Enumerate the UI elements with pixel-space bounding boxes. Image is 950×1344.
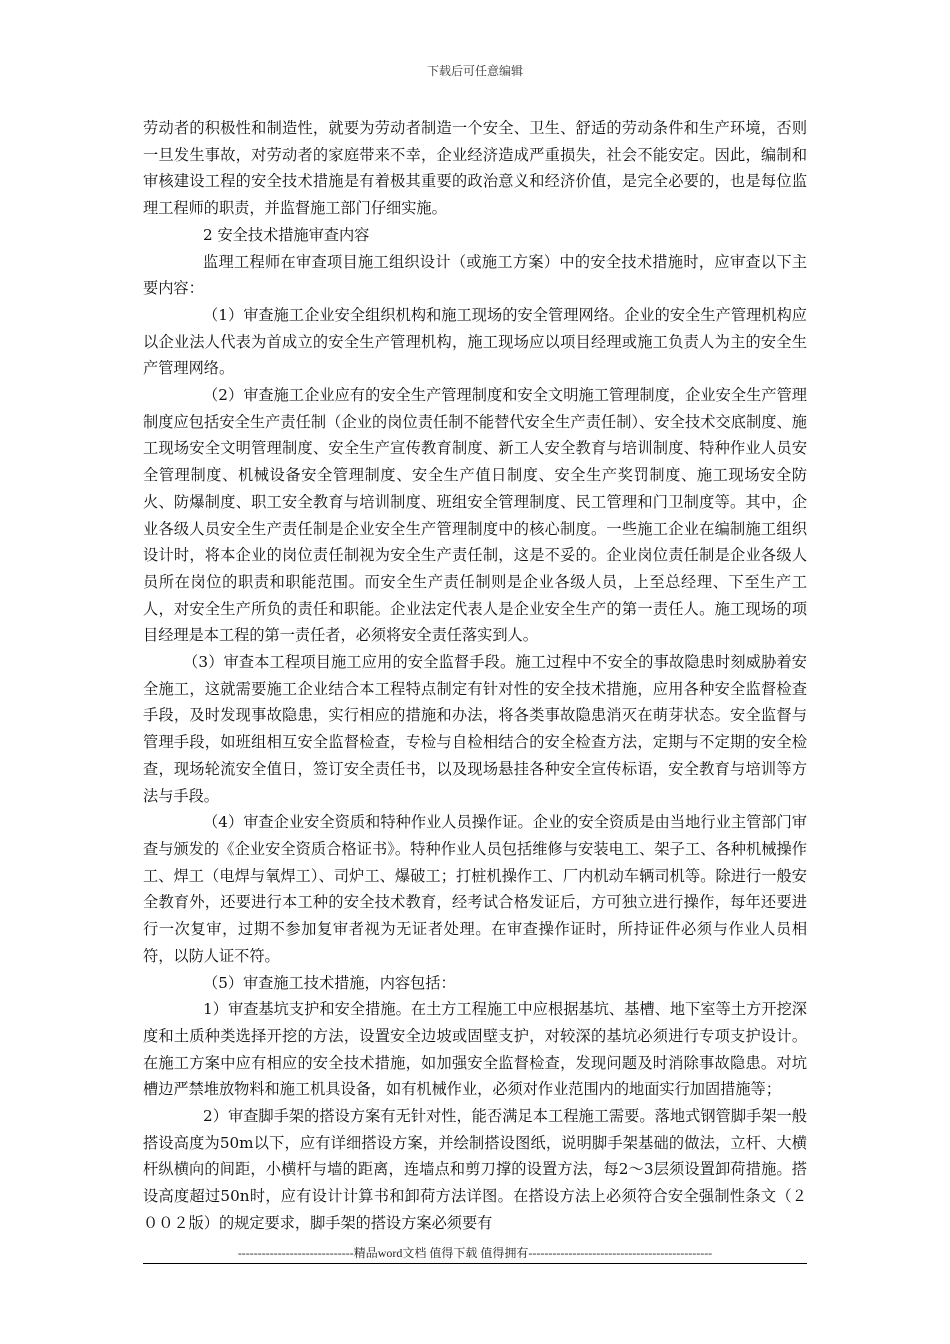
- paragraph-item-5: （5）审查施工技术措施，内容包括：: [203, 973, 456, 992]
- paragraph-sub-item-1: 1）审查基坑支护和安全措施。在土方工程施工中应根据基坑、基槽、地下室等土方开挖深度和土质种类选择开挖的方法，设置安全边坡或固壁支护，对较深的基坑必须进行专项支护设计。在施工方案中应有相应的安全技术措施，如加强安全监督检查，发现问题及时消除事故隐患。对坑槽边严禁堆放物料和施工机具设备，如有机械作业，必须对作业范围内的地面实行加固措施等；: [143, 1000, 807, 1099]
- paragraph-item-3: （3）审查本工程项目施工应用的安全监督手段。施工过程中不安全的事故隐患时刻威胁着安全施工，这就需要施工企业结合本工程特点制定有针对性的安全技术措施，应用各种安全监督检查手段，及时发现事故隐患，实行相应的措施和办法，将各类事故隐患消灭在萌芽状态。安全监督与管理手段，如班组相互安全监督检查，专检与自检相结合的安全检查方法，定期与不定期的安全检查，现场轮流安全值日，签订安全责任书，以及现场悬挂各种安全宣传标语，安全教育与培训等方法与手段。: [143, 653, 807, 805]
- document-body: [143, 115, 807, 1237]
- page-header: 下载后可任意编辑: [426, 64, 523, 78]
- footer-divider: [143, 1263, 807, 1264]
- footer-text: -----------------------------精品word文档 值得下载 值得拥有----------------------------------------------: [237, 1246, 713, 1260]
- paragraph-review-intro: 监理工程师在审查项目施工组织设计（或施工方案）中的安全技术措施时，应审查以下主要内容：: [143, 252, 807, 298]
- page-footer: [143, 1245, 807, 1264]
- paragraph-item-2: （2）审查施工企业应有的安全生产管理制度和安全文明施工管理制度，企业安全生产管理制度应包括安全生产责任制（企业的岗位责任制不能替代安全生产责任制）、安全技术交底制度、施工现场安全文明管理制度、安全生产宣传教育制度、新工人安全教育与培训制度、特种作业人员安全管理制度、机械设备安全管理制度、安全生产值日制度、安全生产奖罚制度、施工现场安全防火、防爆制度、职工安全教育与培训制度、班组安全管理制度、民工管理和门卫制度等。其中，企业各级人员安全生产责任制是企业安全生产管理制度中的核心制度。一些施工企业在编制施工组织设计时，将本企业的岗位责任制视为安全生产责任制，这是不妥的。企业岗位责任制是企业各级人员所在岗位的职责和职能范围。而安全生产责任制则是企业各级人员，上至总经理、下至生产工人，对安全生产所负的责任和职能。企业法定代表人是企业安全生产的第一责任人。施工现场的项目经理是本工程的第一责任者，必须将安全责任落实到人。: [143, 386, 807, 645]
- paragraph-intro: 劳动者的积极性和制造性，就要为劳动者制造一个安全、卫生、舒适的劳动条件和生产环境，否则一旦发生事故，对劳动者的家庭带来不幸，企业经济造成严重损失，社会不能安定。因此，编制和审核建设工程的安全技术措施是有着极其重要的政治意义和经济价值，是完全必要的，也是每位监理工程师的职责，并监督施工部门仔细实施。: [143, 119, 807, 218]
- paragraph-sub-item-2: 2）审查脚手架的搭设方案有无针对性，能否满足本工程施工需要。落地式钢管脚手架一般搭设高度为50m以下，应有详细搭设方案，并绘制搭设图纸，说明脚手架基础的做法，立杆、大横杆纵横向的间距，小横杆与墙的距离，连墙点和剪刀撑的设置方法，每2～3层须设置卸荷措施。搭设高度超过50n时，应有设计计算书和卸荷方法详图。在搭设方法上必须符合安全强制性条文（２００２版）的规定要求，脚手架的搭设方案必须要有: [143, 1107, 807, 1232]
- paragraph-item-4: （4）审查企业安全资质和特种作业人员操作证。企业的安全资质是由当地行业主管部门审查与颁发的《企业安全资质合格证书》。特种作业人员包括维修与安装电工、架子工、各种机械操作工、焊工（电焊与氧焊工）、司炉工、爆破工；打桩机操作工、厂内机动车辆司机等。除进行一般安全教育外，还要进行本工种的安全技术教育，经考试合格发证后，方可独立进行操作，每年还要进行一次复审，过期不参加复审者视为无证者处理。在审查操作证时，所持证件必须与作业人员相符，以防人证不符。: [143, 813, 807, 965]
- paragraph-item-1: （1）审查施工企业安全组织机构和施工现场的安全管理网络。企业的安全生产管理机构应以企业法人代表为首成立的安全生产管理机构，施工现场应以项目经理或施工负责人为主的安全生产管理网络。: [143, 305, 807, 378]
- section-heading: 2 安全技术措施审查内容: [203, 225, 370, 244]
